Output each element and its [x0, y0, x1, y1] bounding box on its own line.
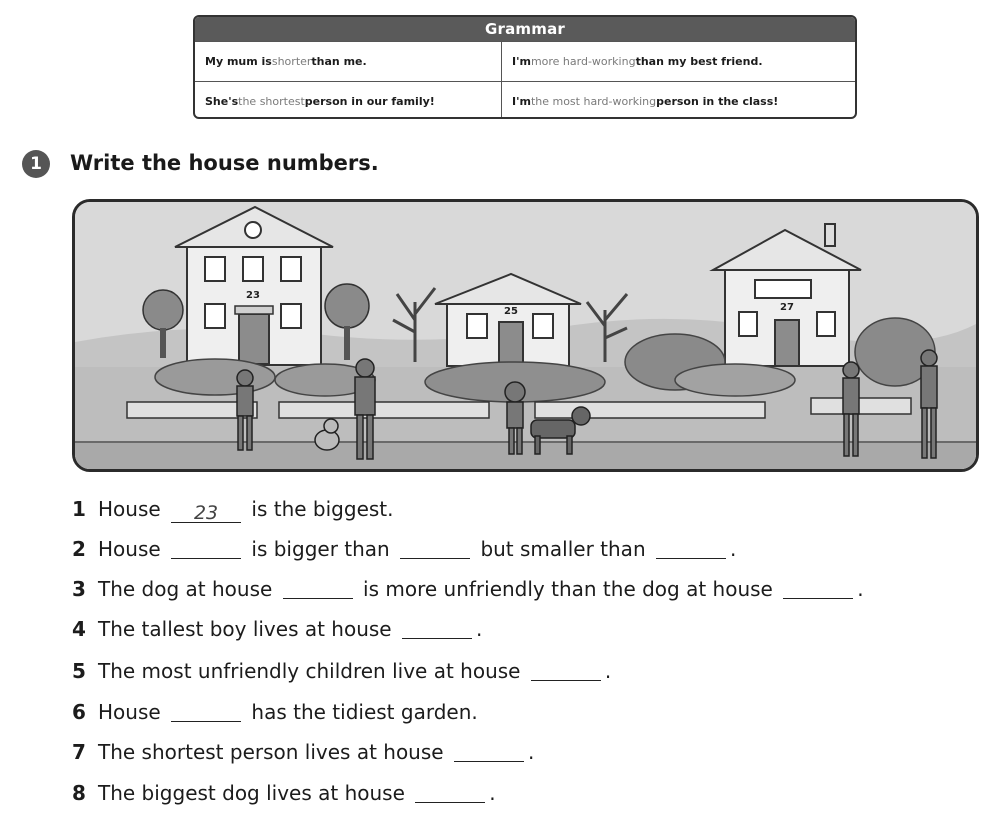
answer-blank[interactable] [656, 538, 726, 559]
grammar-text: person in our family! [304, 95, 435, 108]
grammar-highlight: the shortest [238, 95, 305, 108]
grammar-text: My mum is [205, 55, 272, 68]
grammar-highlight: shorter [271, 55, 312, 68]
grammar-text: I'm [512, 55, 531, 68]
item-text: . [475, 617, 483, 641]
item-text: The shortest person lives at house [98, 740, 444, 764]
item-text: House [98, 537, 161, 561]
item-number: 7 [72, 740, 86, 764]
item-text: . [527, 740, 535, 764]
grammar-example [195, 82, 502, 119]
grammar-example [502, 42, 855, 81]
grammar-example [195, 42, 502, 81]
grammar-text: than my best friend. [635, 55, 763, 68]
house-number-label: 27 [780, 302, 794, 313]
item-number: 4 [72, 617, 86, 641]
item-text: . [857, 577, 864, 601]
grammar-highlight: more hard-working [530, 55, 636, 68]
answer-blank[interactable] [283, 578, 353, 599]
grammar-row [195, 41, 855, 81]
answer-blank[interactable] [783, 578, 853, 599]
item-text: but smaller than [480, 537, 646, 561]
item-number: 6 [72, 700, 86, 724]
grammar-text: person in the class! [656, 95, 779, 108]
house-number-label: 25 [504, 306, 518, 317]
grammar-highlight: the most hard-working [530, 95, 657, 108]
grammar-text: I'm [512, 95, 531, 108]
item-text: has the tidiest garden. [251, 700, 478, 724]
item-text: The most unfriendly children live at house [98, 659, 521, 683]
grammar-example [502, 82, 855, 119]
answer-blank[interactable] [454, 741, 524, 762]
answer-blank[interactable] [171, 538, 241, 559]
exercise-number-badge: 1 [22, 150, 50, 178]
item-text: House [98, 497, 161, 521]
item-text: House [98, 700, 161, 724]
item-number: 1 [72, 497, 86, 521]
item-number: 5 [72, 659, 86, 683]
item-number: 2 [72, 537, 86, 561]
answer-blank[interactable] [402, 618, 472, 639]
street-illustration [72, 199, 979, 472]
list-item [72, 659, 611, 683]
item-text: is more unfriendly than the dog at house [363, 577, 773, 601]
list-item [72, 700, 478, 724]
item-text: The dog at house [98, 577, 273, 601]
answer-blank[interactable] [171, 701, 241, 722]
answer-blank[interactable] [531, 660, 601, 681]
list-item [72, 537, 736, 561]
answer-blank[interactable]: 23 [171, 502, 241, 523]
item-text: . [604, 659, 612, 683]
item-text: . [729, 537, 737, 561]
grammar-text: than me. [311, 55, 367, 68]
item-text: is bigger than [251, 537, 390, 561]
grammar-row [195, 81, 855, 119]
answer-blank[interactable] [415, 782, 485, 803]
item-text: is the biggest. [251, 497, 394, 521]
house-number-label: 23 [246, 290, 260, 301]
grammar-title: Grammar [195, 17, 855, 41]
list-item [72, 497, 394, 523]
list-item [72, 740, 534, 764]
answer-blank[interactable] [400, 538, 470, 559]
item-number: 8 [72, 781, 86, 805]
exercise-title: Write the house numbers. [70, 151, 379, 175]
item-number: 3 [72, 577, 86, 601]
list-item [72, 781, 496, 805]
list-item [72, 617, 482, 641]
list-item [72, 577, 864, 601]
item-text: The biggest dog lives at house [98, 781, 405, 805]
item-text: The tallest boy lives at house [98, 617, 392, 641]
item-text: . [489, 781, 496, 805]
grammar-box [193, 15, 857, 119]
grammar-text: She's [205, 95, 239, 108]
